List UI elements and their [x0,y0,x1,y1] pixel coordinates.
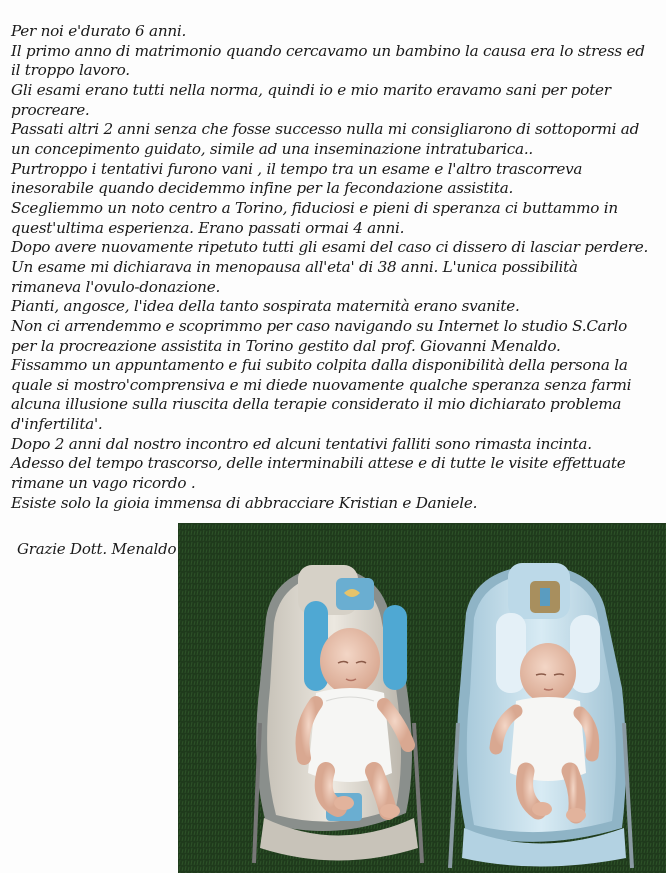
letter-line: Pianti, angosce, l'idea della tanto sospirata maternità erano svanite. [11,297,520,316]
letter-line: Esiste solo la gioia immensa di abbracciare Kristian e Daniele. [11,493,478,512]
letter-line: Il primo anno di matrimonio quando cercavamo un bambino la causa era lo stress ed [11,41,645,60]
letter-line: inesorabile quando decidemmo infine per la fecondazione assistita. [11,179,514,198]
letter-line: il troppo lavoro. [11,61,130,80]
letter-line: alcuna illusione sulla riuscita della terapie considerato il mio dichiarato problema [11,395,622,414]
letter-line: Gli esami erano tutti nella norma, quindi io e mio marito eravamo sani per poter [11,80,611,99]
letter-line: Fissammo un appuntamento e fui subito colpita dalla disponibilità della persona la [11,356,628,375]
letter-line: Dopo avere nuovamente ripetuto tutti gli esami del caso ci dissero di lasciar perdere. [11,238,649,257]
letter-line: Scegliemmo un noto centro a Torino, fiduciosi e pieni di speranza ci buttammo in [11,198,618,217]
letter-line: Un esame mi dichiarava in menopausa all'eta' di 38 anni. L'unica possibilità [11,257,578,276]
signature: Grazie Dott. Menaldo [17,540,177,558]
letter-line: Non ci arrendemmo e scoprimmo per caso navigando su Internet lo studio S.Carlo [11,316,628,335]
letter-line: rimane un vago ricordo . [11,474,196,493]
letter-line: procreare. [11,100,90,119]
letter-line: quale si mostro'comprensiva e mi diede nuovamente qualche speranza senza farmi [11,375,632,394]
letter-line: rimaneva l'ovulo-donazione. [11,277,221,296]
letter-line: un concepimento guidato, simile ad una inseminazione intratubarica.. [11,139,533,158]
letter-line: Adesso del tempo trascorso, delle interminabili attese e di tutte le visite effettuate [11,454,626,473]
letter-body [11,22,661,513]
letter-line: Per noi e'durato 6 anni. [11,22,187,40]
letter-line: d'infertilita'. [11,415,103,434]
twins-photo [178,523,666,873]
letter-line: per la procreazione assistita in Torino gestito dal prof. Giovanni Menaldo. [11,336,561,355]
letter-line: Dopo 2 anni dal nostro incontro ed alcuni tentativi falliti sono rimasta incinta. [11,434,592,453]
letter-line: quest'ultima esperienza. Erano passati ormai 4 anni. [11,218,405,237]
letter-line: Purtroppo i tentativi furono vani , il tempo tra un esame e l'altro trascorreva [11,159,583,178]
letter-line: Passati altri 2 anni senza che fosse successo nulla mi consigliarono di sottopormi ad [11,120,640,139]
